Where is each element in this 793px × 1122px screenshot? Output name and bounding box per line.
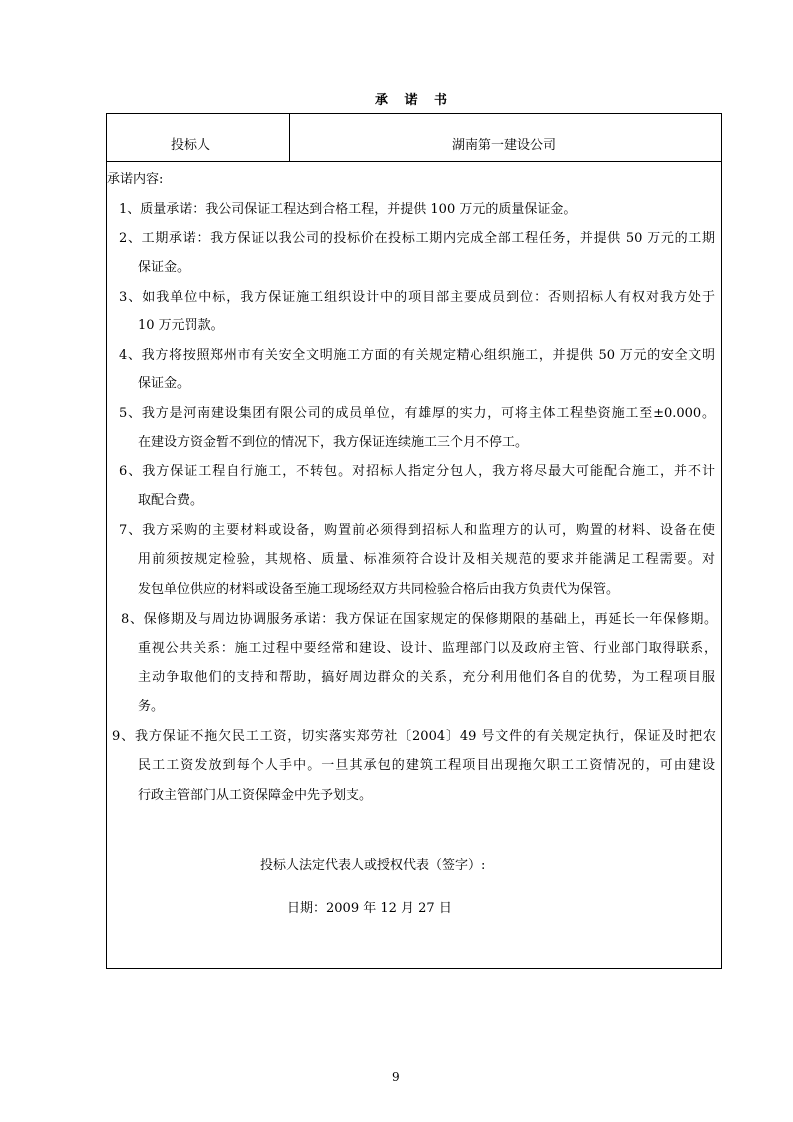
bidder-label: 投标人 [171, 138, 211, 153]
item-3-line: 10 万元罚款。 [138, 318, 224, 333]
item-2-line: 2、工期承诺：我方保证以我公司的投标价在投标工期内完成全部工程任务，并提供 50 万元的工期 [119, 231, 715, 246]
item-8-line: 重视公共关系：施工过程中要经常和建设、设计、监理部门以及政府主管、行业部门取得联系， [138, 641, 717, 656]
document-title: 承 诺 书 [374, 93, 454, 108]
item-9-line: 9、我方保证不拖欠民工工资，切实落实郑劳社〔2004〕49 号文件的有关规定执行，保证及时把农 [112, 729, 716, 744]
item-1-line: 1、质量承诺：我公司保证工程达到合格工程，并提供 100 万元的质量保证金。 [119, 202, 577, 217]
bidder-row [107, 114, 721, 162]
item-9-line: 行政主管部门从工资保障金中先予划支。 [138, 788, 373, 803]
item-6-line: 6、我方保证工程自行施工，不转包。对招标人指定分包人，我方将尽最大可能配合施工，并不计 [119, 464, 715, 479]
item-4-line: 保证金。 [138, 376, 191, 391]
content-heading: 承诺内容: [107, 172, 164, 187]
item-5-line: 在建设方资金暂不到位的情况下，我方保证连续施工三个月不停工。 [138, 435, 529, 450]
item-7-line: 发包单位供应的材料或设备至施工现场经双方共同检验合格后由我方负责代为保管。 [138, 582, 620, 597]
item-7-line: 用前须按规定检验，其规格、质量、标准须符合设计及相关规范的要求并能满足工程需要。对 [138, 552, 715, 567]
signature-date: 日期：2009 年 12 月 27 日 [287, 901, 452, 916]
item-9-line: 民工工资发放到每个人手中。一旦其承包的建筑工程项目出现拖欠职工工资情况的，可由建设 [138, 758, 715, 773]
item-2-line: 保证金。 [138, 260, 191, 275]
item-8-line: 8、保修期及与周边协调服务承诺：我方保证在国家规定的保修期限的基础上，再延长一年保修期。 [121, 612, 717, 627]
item-5-line: 5、我方是河南建设集团有限公司的成员单位，有雄厚的实力，可将主体工程垫资施工至±0.000。 [119, 406, 715, 421]
bidder-name: 湖南第一建设公司 [452, 138, 557, 153]
item-8-line: 务。 [138, 699, 165, 714]
page-number: 9 [392, 1070, 400, 1084]
column-divider [289, 114, 290, 161]
item-8-line: 主动争取他们的支持和帮助，搞好周边群众的关系，充分利用他们各自的优势，为工程项目服 [138, 670, 715, 685]
item-7-line: 7、我方采购的主要材料或设备，购置前必须得到招标人和监理方的认可，购置的材料、设备在使 [119, 523, 715, 538]
item-3-line: 3、如我单位中标，我方保证施工组织设计中的项目部主要成员到位：否则招标人有权对我方处于 [119, 290, 715, 305]
item-4-line: 4、我方将按照郑州市有关安全文明施工方面的有关规定精心组织施工，并提供 50 万元的安全文明 [119, 348, 715, 363]
signature-label: 投标人法定代表人或授权代表（签字）: [260, 858, 486, 873]
item-6-line: 取配合费。 [138, 493, 204, 508]
